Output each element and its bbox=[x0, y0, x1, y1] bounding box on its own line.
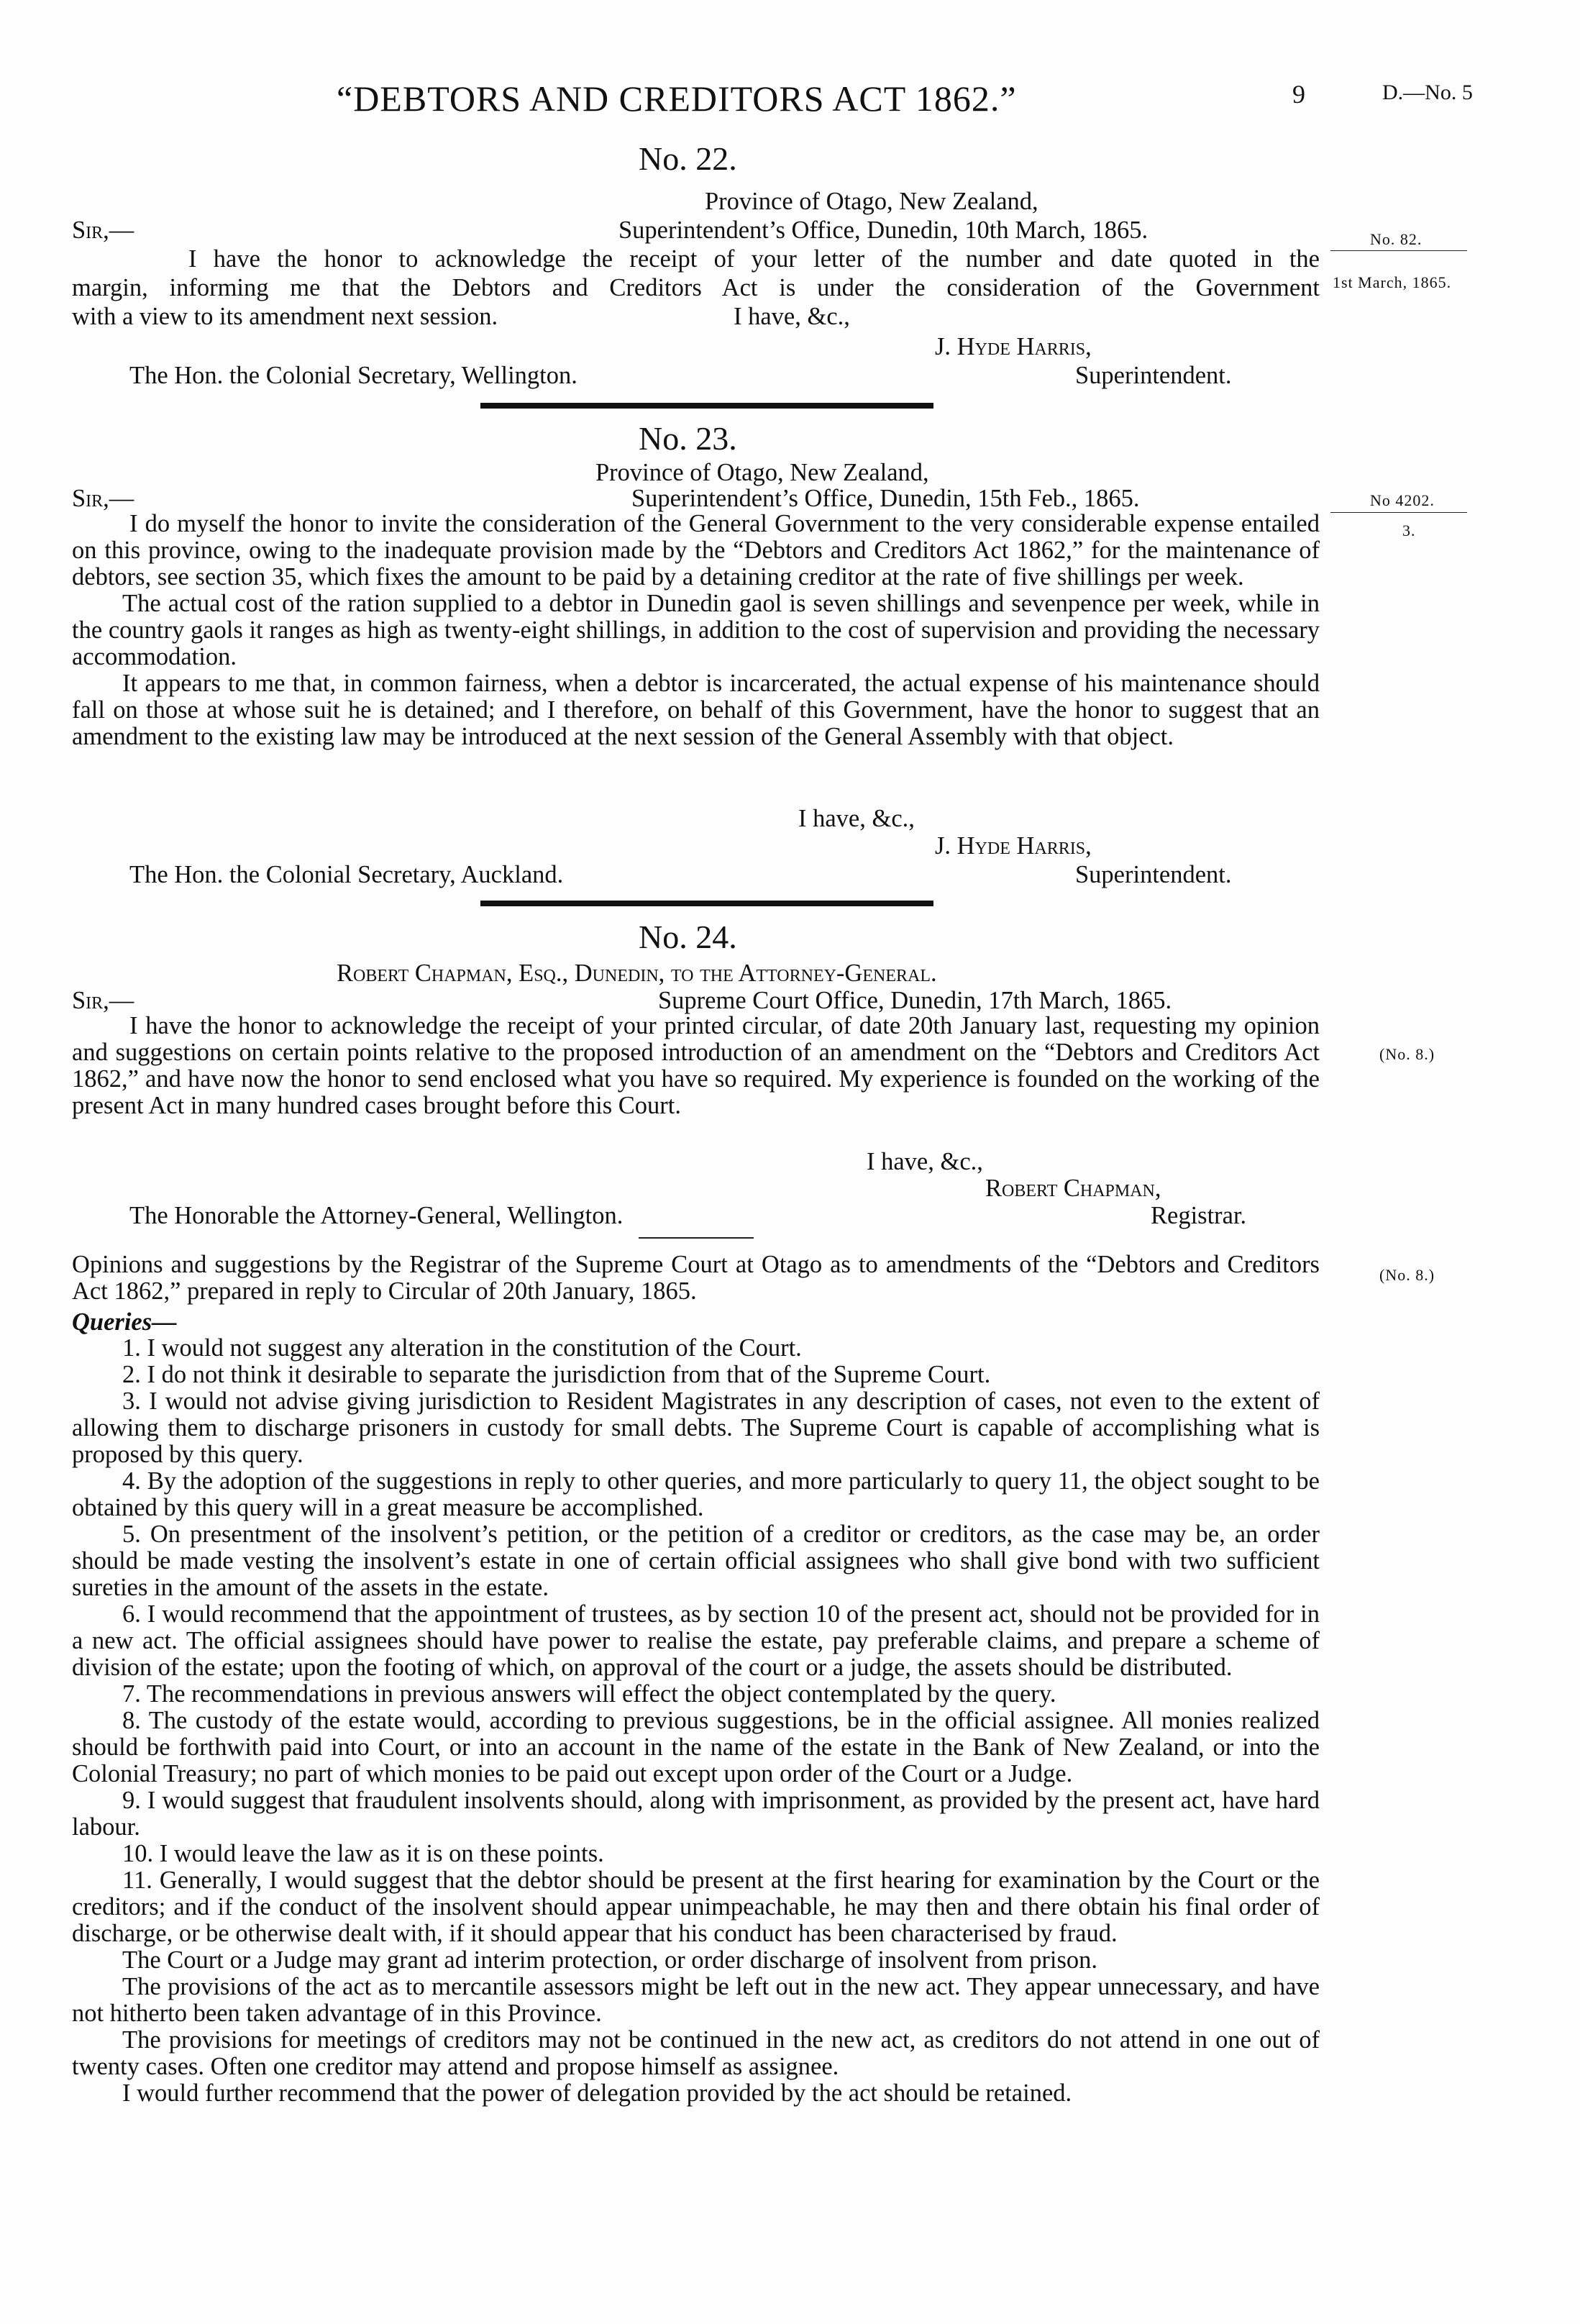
letter-22-salutation bbox=[72, 216, 134, 245]
query-answer: 2. I do not think it desirable to separate the jurisdiction from that of the Supreme Court. bbox=[122, 1361, 991, 1388]
letter-22-address-line-1: Province of Otago, New Zealand, bbox=[705, 188, 1038, 215]
letter-23-address-line-1: Province of Otago, New Zealand, bbox=[595, 459, 929, 486]
query-answer: 4. By the adoption of the suggestions in reply to other queries, and more particularly to query 11, the object sought to be obtained by this query will in a great measure be accomplished. bbox=[72, 1467, 1320, 1521]
continuation-paragraph: The provisions for meetings of creditors may not be continued in the new act, as creditors do not attend in one out of twenty cases. Often one creditor may attend and propose himself as assignee. bbox=[72, 2026, 1320, 2080]
page-number: 9 bbox=[1292, 80, 1305, 109]
opinions-intro-text: Opinions and suggestions by the Registrar of the Supreme Court at Otago as to amendments of the “Debtors and Creditors Act 1862,” prepared in reply to Circular of 20th January, 1865. bbox=[72, 1251, 1320, 1305]
query-answer: 9. I would suggest that fraudulent insolvents should, along with imprisonment, as provided by the present act, have hard labour. bbox=[72, 1787, 1320, 1841]
section-divider bbox=[480, 901, 933, 906]
letter-24-signatory: Robert Chapman, bbox=[985, 1175, 1161, 1202]
letter-24-closing: I have, &c., bbox=[867, 1148, 983, 1175]
query-answer: 3. I would not advise giving jurisdiction to Resident Magistrates in any description of cases, not even to the extent of allowing them to discharge prisoners in custody for small debts. The Supreme Court is capable of accomplishing what is proposed by this query. bbox=[72, 1387, 1320, 1468]
letter-22-body-line-2: margin, informing me that the Debtors and Creditors Act is under the consideration of the Government bbox=[72, 274, 1320, 301]
query-answer: 8. The custody of the estate would, according to previous suggestions, be in the official assignee. All monies realized should be forthwith paid into Court, or into an account in the name of the estate in the Bank of New Zealand, or into the Colonial Treasury; no part of which monies to be paid out except upon order of the Court or a Judge. bbox=[72, 1707, 1320, 1787]
letter-23-closing: I have, &c., bbox=[798, 805, 915, 832]
letter-24-address: Supreme Court Office, Dunedin, 17th March, 1865. bbox=[658, 987, 1172, 1014]
letter-23-paragraph: It appears to me that, in common fairness, when a debtor is incarcerated, the actual expense of his maintenance should fall on those at whose suit he is detained; and I therefore, on behalf of this Government, have the honor to suggest that an amendment to the existing law may be introduced at the next session of the General Assembly with that object. bbox=[72, 670, 1320, 750]
document-reference: D.—No. 5 bbox=[1382, 81, 1473, 104]
letter-23-margin-ref: No 4202. bbox=[1370, 491, 1435, 509]
letter-22-body-line-1: I have the honor to acknowledge the receipt of your letter of the number and date quoted in the bbox=[188, 245, 1320, 273]
continuation-paragraph: The provisions of the act as to mercantile assessors might be left out in the new act. They appear unnecessary, and have not hitherto been taken advantage of in this Province. bbox=[72, 1973, 1320, 2027]
letter-22-sign-title: Superintendent. bbox=[1075, 362, 1232, 389]
letter-22-heading: No. 22. bbox=[639, 140, 737, 177]
letter-22-body-line-3: with a view to its amendment next session. bbox=[72, 303, 498, 330]
letter-22-address-line-2: Superintendent’s Office, Dunedin, 10th March, 1865. bbox=[618, 217, 1149, 244]
letter-23-heading: No. 23. bbox=[639, 420, 737, 457]
continuation-paragraph: The Court or a Judge may grant ad interim protection, or order discharge of insolvent from prison. bbox=[122, 1946, 1098, 1974]
letter-22-signatory: J. Hyde Harris, bbox=[935, 333, 1092, 360]
letter-23-margin-ref-2: 3. bbox=[1402, 521, 1416, 539]
letter-23-sign-title: Superintendent. bbox=[1075, 861, 1232, 888]
section-divider bbox=[480, 403, 933, 409]
opinions-margin-ref: (No. 8.) bbox=[1379, 1266, 1435, 1284]
letter-23-body bbox=[72, 511, 1320, 750]
continuation-paragraph: I would further recommend that the power of delegation provided by the act should be retained. bbox=[122, 2079, 1072, 2107]
query-answer: 7. The recommendations in previous answers will effect the object contemplated by the query. bbox=[122, 1680, 1056, 1708]
salutation-text: Sir,— bbox=[72, 987, 134, 1014]
query-answer: 6. I would recommend that the appointment of trustees, as by section 10 of the present act, should not be provided for in a new act. The official assignees should have power to realise the estate, pay preferable claims, and prepare a scheme of division of the estate; upon the footing of which, on approval of the court or a judge, the assets should be distributed. bbox=[72, 1600, 1320, 1681]
letter-23-addressee: The Hon. the Colonial Secretary, Auckland. bbox=[129, 861, 564, 888]
letter-24-sign-title: Registrar. bbox=[1151, 1202, 1247, 1229]
letter-23-salutation bbox=[72, 484, 134, 513]
salutation-text: Sir,— bbox=[72, 217, 134, 244]
letter-22-margin-ref: No. 82. bbox=[1370, 230, 1423, 248]
salutation-text: Sir,— bbox=[72, 485, 134, 512]
letter-23-address-line-2: Superintendent’s Office, Dunedin, 15th Feb., 1865. bbox=[631, 485, 1140, 512]
letter-22-addressee: The Hon. the Colonial Secretary, Wellington. bbox=[129, 362, 577, 389]
letter-24-subheading: Robert Chapman, Esq., Dunedin, to the Attorney-General. bbox=[337, 960, 937, 987]
letter-23-paragraph: I do myself the honor to invite the consideration of the General Government to the very considerable expense entailed on this province, owing to the inadequate provision made by the “Debtors and Creditors Act 1862,” for the maintenance of debtors, see section 35, which fixes the amount to be paid by a detaining creditor at the rate of five shillings per week. bbox=[72, 510, 1320, 591]
enclosure-divider bbox=[639, 1237, 754, 1239]
letter-24-salutation bbox=[72, 986, 134, 1015]
queries-list bbox=[72, 1335, 1320, 2107]
letter-24-addressee: The Honorable the Attorney-General, Wellington. bbox=[129, 1202, 624, 1229]
running-title: “DEBTORS AND CREDITORS ACT 1862.” bbox=[337, 78, 1017, 119]
letter-23-paragraph: The actual cost of the ration supplied to a debtor in Dunedin gaol is seven shillings and sevenpence per week, while in the country gaols it ranges as high as twenty-eight shillings, in addition to the cost of supervision and providing the necessary accommodation. bbox=[72, 590, 1320, 670]
queries-label-text: Queries— bbox=[72, 1308, 177, 1336]
query-answer: 1. I would not suggest any alteration in the constitution of the Court. bbox=[122, 1334, 802, 1362]
query-answer: 10. I would leave the law as it is on these points. bbox=[122, 1840, 604, 1867]
letter-22-margin-date: 1st March, 1865. bbox=[1333, 273, 1452, 291]
queries-label bbox=[72, 1308, 177, 1336]
letter-23-signatory: J. Hyde Harris, bbox=[935, 832, 1092, 860]
query-answer: 11. Generally, I would suggest that the debtor should be present at the first hearing for examination by the Court or the creditors; and if the conduct of the insolvent should appear unimpeachable, he may then and there obtain his final order of discharge, or be otherwise dealt with, if it should appear that his conduct has been characterised by fraud. bbox=[72, 1867, 1320, 1947]
margin-rule bbox=[1330, 250, 1467, 251]
letter-24-body bbox=[72, 1013, 1320, 1119]
query-answer: 5. On presentment of the insolvent’s petition, or the petition of a creditor or creditors, as the case may be, an order should be made vesting the insolvent’s estate in one of certain official assignees who shall give bond with two sufficient sureties in the amount of the assets in the estate. bbox=[72, 1521, 1320, 1601]
margin-rule bbox=[1330, 512, 1467, 513]
opinions-intro bbox=[72, 1252, 1320, 1305]
letter-24-paragraph: I have the honor to acknowledge the receipt of your printed circular, of date 20th January last, requesting my opinion and suggestions on certain points relative to the proposed introduction of an amendment on the “Debtors and Creditors Act 1862,” and have now the honor to send enclosed what you have so required. My experience is founded on the working of the present Act in many hundred cases brought before this Court. bbox=[72, 1012, 1320, 1119]
letter-24-margin-ref: (No. 8.) bbox=[1379, 1045, 1435, 1063]
letter-24-heading: No. 24. bbox=[639, 919, 737, 955]
letter-22-closing: I have, &c., bbox=[734, 303, 850, 330]
